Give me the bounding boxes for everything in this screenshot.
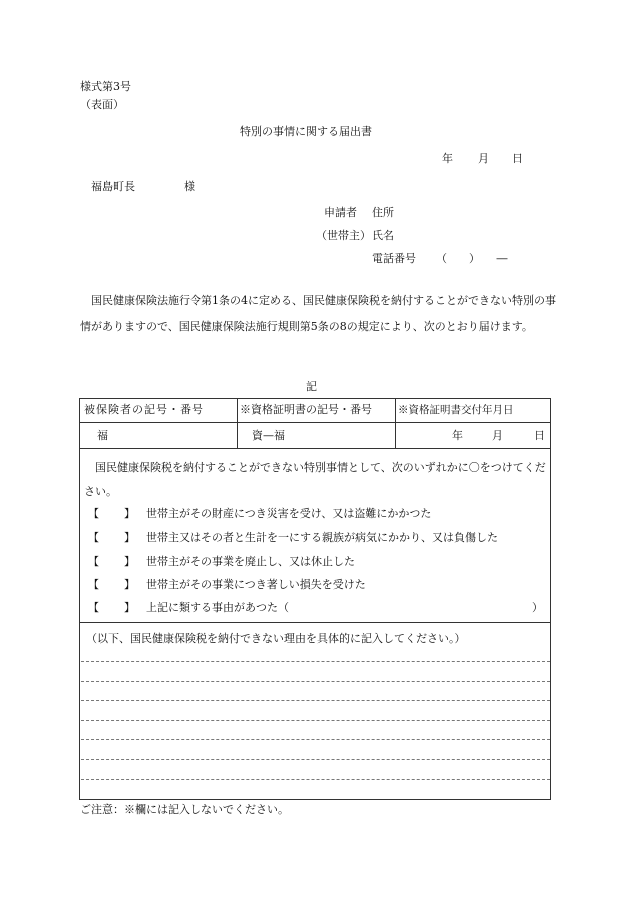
certificate-number-value[interactable]: 資—福 (252, 429, 285, 442)
bracket-close: 】 (124, 531, 135, 544)
applicant-label: 申請者 (324, 206, 357, 219)
header-insured-number: 被保険者の記号・番号 (84, 403, 204, 416)
bracket-open: 【 (88, 507, 99, 520)
bracket-close: 】 (124, 578, 135, 591)
option-5-close-paren: ） (532, 601, 543, 614)
phone-format: （ ） ― (436, 252, 508, 265)
option-1[interactable] (88, 507, 155, 521)
reason-label: （以下、国民健康保険税を納付できない理由を具体的に記入してください。） (86, 632, 466, 645)
address-label: 住所 (372, 206, 394, 219)
form-side-label: （表面） (80, 98, 124, 111)
option-3[interactable] (88, 555, 99, 569)
option-4[interactable] (88, 578, 99, 592)
reason-line[interactable] (81, 720, 550, 721)
reason-line[interactable] (81, 779, 550, 780)
date-year: 年 (442, 152, 453, 165)
form-title: 特別の事情に関する届出書 (240, 125, 372, 138)
householder-label: （世帯主） (316, 229, 371, 242)
reason-line[interactable] (81, 759, 550, 760)
insured-number-value[interactable]: 福 (97, 429, 108, 442)
reason-line[interactable] (81, 661, 550, 662)
column-divider (395, 398, 396, 448)
bracket-open: 【 (88, 555, 99, 568)
option-5[interactable] (88, 601, 99, 615)
issue-month: 月 (492, 429, 503, 442)
option-1-text: 世帯主がその財産につき災害を受け、又は盗難にかかつた (146, 507, 432, 520)
column-divider (237, 398, 238, 448)
date-month: 月 (478, 152, 489, 165)
section-divider (79, 622, 551, 623)
issue-day: 日 (534, 429, 545, 442)
recipient-name: 福島町長 (91, 180, 135, 193)
instruction-text: 国民健康保険税を納付することができない特別事情として、次のいずれかに〇をつけてください。 (84, 461, 546, 498)
header-issue-date: ※資格証明書交付年月日 (398, 404, 514, 416)
form-number: 様式第3号 (80, 80, 131, 93)
row-divider (79, 422, 551, 423)
reason-line[interactable] (81, 739, 550, 740)
bracket-close: 】 (124, 601, 135, 614)
ki-label: 記 (306, 380, 317, 393)
row-divider (79, 448, 551, 449)
option-3-text: 世帯主がその事業を廃止し、又は休止した (146, 555, 355, 568)
option-4-text: 世帯主がその事業につき著しい損失を受けた (146, 578, 366, 591)
bracket-open: 【 (88, 578, 99, 591)
reason-line[interactable] (81, 700, 550, 701)
reason-line[interactable] (81, 681, 550, 682)
bracket-close: 】 (124, 555, 135, 568)
recipient-honorific: 様 (184, 180, 195, 193)
phone-label: 電話番号 (372, 252, 416, 265)
option-5-text: 上記に類する事由があつた（ (146, 601, 289, 614)
date-day: 日 (512, 152, 523, 165)
footer-note: ご注意：※欄には記入しないでください。 (80, 803, 289, 816)
bracket-open: 【 (88, 601, 99, 614)
header-certificate-number: ※資格証明書の記号・番号 (240, 403, 372, 416)
issue-year: 年 (452, 429, 463, 442)
body-paragraph: 国民健康保険法施行令第1条の4に定める、国民健康保険税を納付することができない特別の事情がありますので、国民健康保険法施行規則第5条の8の規定により、次のとおり届けます。 (80, 294, 556, 333)
name-label: 氏名 (372, 229, 394, 242)
bracket-close: 】 (124, 507, 135, 520)
option-2-text: 世帯主又はその者と生計を一にする親族が病気にかかり、又は負傷した (146, 531, 498, 544)
option-2[interactable] (88, 531, 99, 545)
bracket-open: 【 (88, 531, 99, 544)
